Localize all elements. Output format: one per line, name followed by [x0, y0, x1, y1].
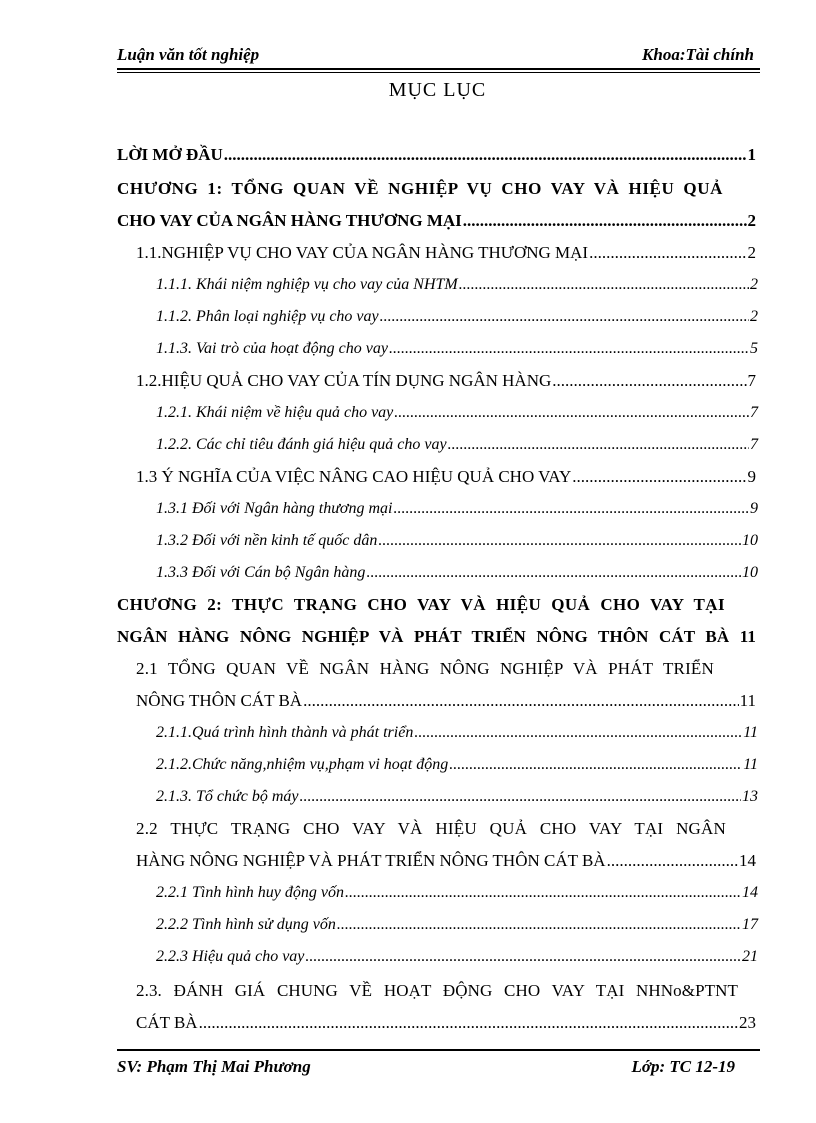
leader-dots — [305, 942, 741, 972]
toc-page-number: 9 — [747, 467, 756, 486]
leader-dots — [303, 686, 739, 716]
footer-class-label: Lớp: TC 12-19 — [631, 1057, 735, 1076]
toc-entry-text: 1.1.NGHIỆP VỤ CHO VAY CỦA NGÂN HÀNG THƯƠNG MẠI — [136, 243, 589, 262]
page-title: MỤC LỤC — [388, 79, 487, 101]
toc-entry-text: 1.2.HIỆU QUẢ CHO VAY CỦA TÍN DỤNG NGÂN HÀNG — [136, 371, 552, 390]
leader-dots — [448, 430, 749, 460]
toc-page-number: 11 — [739, 691, 756, 710]
toc-page-number: 14 — [742, 884, 758, 901]
toc-entry-text: 1.3.1 Đối với Ngân hàng thương mại — [156, 500, 393, 517]
header-faculty-label: Khoa:Tài chính — [642, 45, 754, 64]
toc-entry-2-1-3[interactable] — [156, 782, 758, 812]
toc-entry-2-3-cont[interactable] — [136, 1008, 756, 1038]
toc-entry-text: 1.3 Ý NGHĨA CỦA VIỆC NÂNG CAO HIỆU QUẢ CHO VAY — [136, 467, 572, 486]
toc-entry-1-2-1[interactable] — [156, 398, 758, 428]
toc-entry-1-2[interactable] — [136, 366, 756, 396]
toc-page-number: 10 — [742, 532, 758, 549]
leader-dots — [378, 526, 741, 556]
leader-dots — [449, 750, 742, 780]
header-rule-thin — [117, 72, 760, 73]
leader-dots — [572, 462, 746, 492]
toc-entry-2-2-cont[interactable] — [136, 846, 756, 876]
toc-entry-2-1[interactable]: 2.1 TỔNG QUAN VỀ NGÂN HÀNG NÔNG NGHIỆP VÀ PHÁT TRIỂN — [136, 659, 714, 678]
toc-entry-1-3-1[interactable] — [156, 494, 758, 524]
toc-page-number: 13 — [742, 788, 758, 805]
toc-entry-chapter2[interactable]: CHƯƠNG 2: THỰC TRẠNG CHO VAY VÀ HIỆU QUẢ CHO VAY TẠI — [117, 595, 725, 614]
toc-page-number: 1 — [747, 145, 756, 164]
toc-entry-2-3[interactable]: 2.3. ĐÁNH GIÁ CHUNG VỀ HOẠT ĐỘNG CHO VAY TẠI NHNo&PTNT — [136, 981, 738, 1000]
toc-entry-text: 2.1.2.Chức năng,nhiệm vụ,phạm vi hoạt động — [156, 756, 449, 773]
toc-entry-text: 1.2.2. Các chỉ tiêu đánh giá hiệu quả cho vay — [156, 436, 447, 453]
toc-entry-2-2-3[interactable] — [156, 942, 758, 972]
toc-entry-2-2-2[interactable] — [156, 910, 758, 940]
leader-dots — [589, 238, 746, 268]
leader-dots — [299, 782, 741, 812]
toc-page-number: 11 — [743, 756, 758, 773]
toc-entry-1-2-2[interactable] — [156, 430, 758, 460]
leader-dots — [414, 718, 742, 748]
toc-entry-2-1-1[interactable] — [156, 718, 758, 748]
leader-dots — [459, 270, 749, 300]
footer-rule — [117, 1049, 760, 1051]
leader-dots — [552, 366, 746, 396]
toc-entry-chapter2-cont[interactable]: NGÂN HÀNG NÔNG NGHIỆP VÀ PHÁT TRIỂN NÔNG THÔN CÁT BÀ 11 — [117, 627, 756, 646]
toc-entry-text: 2.1.3. Tổ chức bộ máy — [156, 788, 299, 805]
toc-entry-1-1-3[interactable] — [156, 334, 758, 364]
leader-dots — [607, 846, 738, 876]
leader-dots — [224, 140, 747, 170]
toc-entry-text: 2.2.2 Tình hình sử dụng vốn — [156, 916, 336, 933]
toc-entry-2-1-cont[interactable] — [136, 686, 756, 716]
toc-page-number: 7 — [750, 436, 758, 453]
toc-page-number: 7 — [747, 371, 756, 390]
leader-dots — [199, 1008, 738, 1038]
leader-dots — [463, 206, 747, 236]
toc-page-number: 5 — [750, 340, 758, 357]
toc-entry-text: 1.2.1. Khái niệm về hiệu quả cho vay — [156, 404, 394, 421]
toc-entry-chapter1-cont[interactable] — [117, 206, 756, 236]
header-rule — [117, 68, 760, 70]
leader-dots — [366, 558, 741, 588]
leader-dots — [345, 878, 741, 908]
toc-page-number: 2 — [747, 211, 756, 230]
toc-page-number: 21 — [742, 948, 758, 965]
toc-entry-text: CÁT BÀ — [136, 1013, 198, 1032]
toc-entry-1-3-3[interactable] — [156, 558, 758, 588]
toc-entry-intro[interactable] — [117, 140, 756, 170]
toc-entry-text: LỜI MỞ ĐẦU — [117, 145, 223, 164]
toc-entry-text: 1.3.3 Đối với Cán bộ Ngân hàng — [156, 564, 366, 581]
toc-entry-text: NÔNG THÔN CÁT BÀ — [136, 691, 303, 710]
leader-dots — [394, 398, 749, 428]
toc-entry-text: 1.3.2 Đối với nền kinh tế quốc dân — [156, 532, 378, 549]
toc-entry-text: 1.1.1. Khái niệm nghiệp vụ cho vay của NHTM — [156, 276, 458, 293]
toc-entry-text: 1.1.2. Phân loại nghiệp vụ cho vay — [156, 308, 379, 325]
leader-dots — [380, 302, 749, 332]
toc-page-number: 7 — [750, 404, 758, 421]
leader-dots — [393, 494, 749, 524]
footer-student-name: SV: Phạm Thị Mai Phương — [117, 1057, 311, 1076]
toc-entry-1-3[interactable] — [136, 462, 756, 492]
toc-entry-text: 2.1.1.Quá trình hình thành và phát triển — [156, 724, 414, 741]
toc-page-number: 17 — [742, 916, 758, 933]
toc-entry-text: HÀNG NÔNG NGHIỆP VÀ PHÁT TRIỂN NÔNG THÔN CÁT BÀ — [136, 851, 606, 870]
toc-entry-1-3-2[interactable] — [156, 526, 758, 556]
toc-entry-text: CHO VAY CỦA NGÂN HÀNG THƯƠNG MẠI — [117, 211, 462, 230]
toc-entry-1-1-2[interactable] — [156, 302, 758, 332]
toc-entry-1-1-1[interactable] — [156, 270, 758, 300]
toc-entry-text: 2.2.1 Tình hình huy động vốn — [156, 884, 344, 901]
toc-entry-2-1-2[interactable] — [156, 750, 758, 780]
toc-page-number: 11 — [743, 724, 758, 741]
toc-page-number: 2 — [747, 243, 756, 262]
toc-entry-1-1[interactable] — [136, 238, 756, 268]
toc-entry-text: 2.2.3 Hiệu quả cho vay — [156, 948, 305, 965]
toc-entry-2-2-1[interactable] — [156, 878, 758, 908]
toc-page-number: 2 — [750, 308, 758, 325]
toc-page-number: 2 — [750, 276, 758, 293]
toc-entry-text: 1.1.3. Vai trò của hoạt động cho vay — [156, 340, 388, 357]
leader-dots — [337, 910, 741, 940]
toc-entry-2-2[interactable]: 2.2 THỰC TRẠNG CHO VAY VÀ HIỆU QUẢ CHO VAY TẠI NGÂN — [136, 819, 726, 838]
toc-page-number: 14 — [739, 851, 756, 870]
page-header — [117, 45, 760, 69]
toc-entry-chapter1[interactable]: CHƯƠNG 1: TỔNG QUAN VỀ NGHIỆP VỤ CHO VAY VÀ HIỆU QUẢ — [117, 179, 723, 198]
toc-page-number: 23 — [739, 1013, 756, 1032]
toc-page-number: 10 — [742, 564, 758, 581]
leader-dots — [389, 334, 749, 364]
toc-page-number: 9 — [750, 500, 758, 517]
header-thesis-label: Luận văn tốt nghiệp — [117, 45, 260, 64]
